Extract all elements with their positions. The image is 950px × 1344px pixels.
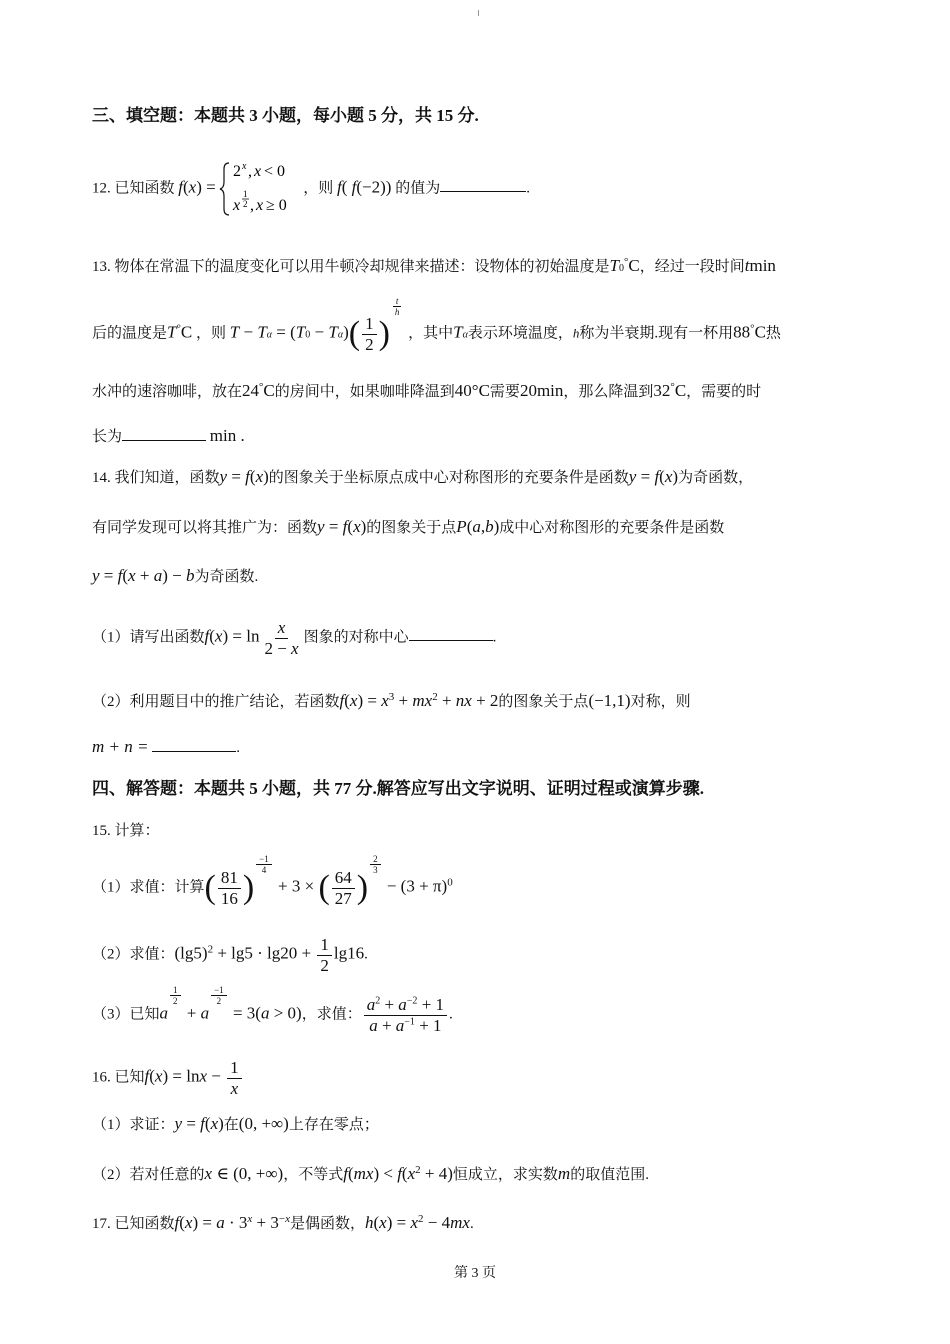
svg-text:x: x <box>254 163 262 180</box>
q16-p1a: （1）求证： <box>92 1117 175 1133</box>
question-14-line-3: y = f(x + a) − b为奇函数. <box>92 566 259 585</box>
q14-p1c: . <box>492 629 497 646</box>
svg-text:,: , <box>248 163 253 180</box>
q16-p2d: 的取值范围. <box>570 1167 649 1183</box>
q15-p3a: （3）已知 <box>92 1006 160 1023</box>
svg-text:,: , <box>250 197 255 214</box>
q17-mid: 是偶函数， <box>289 1216 365 1232</box>
q15-number: 15. <box>92 823 111 839</box>
q14-p2d: m + n = <box>92 737 149 756</box>
q14-line1b: 的图象关于坐标原点成中心对称图形的充要条件是函数 <box>268 470 629 486</box>
svg-text:x: x <box>256 197 264 214</box>
q13-line3b: 的房间中，如果咖啡降温到 <box>274 384 455 400</box>
q12-mid: ，则 <box>303 180 334 197</box>
q13-line2c: ，其中 <box>408 325 454 342</box>
q16-p2b: ，不等式 <box>283 1167 344 1183</box>
q14-line2c: 成中心对称图形的充要条件是函数 <box>499 520 725 536</box>
q14-p2b: 的图象关于点 <box>498 694 589 710</box>
question-15-part-2: （2）求值：$(\lg 5)^2 + \lg 5 \cdot \lg 20$ + $\frac{1}{2}$ lg16. <box>92 935 368 975</box>
q13-line4a: 长为 <box>92 429 123 445</box>
q16-p2c: 恒成立，求实数 <box>452 1167 558 1183</box>
q16-prefix: 已知 <box>114 1069 145 1086</box>
question-13-line-3: 水冲的速溶咖啡，放在24°C的房间中，如果咖啡降温到40°C需要20min，那么降温到32°C，需要的时 <box>92 381 762 400</box>
question-16: 16. 已知f(x) = lnx − $\frac{1}{x}$ <box>92 1058 870 1098</box>
q14-p2c: 对称，则 <box>630 694 691 710</box>
q13-answer-blank[interactable] <box>122 426 206 441</box>
q15-p1: （1）求值：计算 <box>92 879 205 896</box>
page-number: 第 3 页 <box>454 1266 496 1281</box>
q13-line3c: 需要 <box>489 384 520 400</box>
q14-line1c: 为奇函数， <box>678 470 754 486</box>
question-13-line-1: 13. 物体在常温下的温度变化可以用牛顿冷却规律来描述：设物体的初始温度是T0°C，经过一段时间tmin <box>92 256 776 275</box>
question-16-part-1: （1）求证：y = f(x)在(0, +∞)上存在零点； <box>92 1114 379 1133</box>
q15-p2-end: . <box>364 946 368 963</box>
question-12: 12. 已知函数 f(x) = 2 x , x < 0 x 1 2 , x ≥ 0 ，则 f( f(−2)) 的值为 . <box>92 160 870 218</box>
question-14-part-2-answer <box>92 737 870 756</box>
svg-text:≥ 0: ≥ 0 <box>266 197 288 214</box>
question-14-part-1: （1）请写出函数f(x) = ln $\frac{x}{2 - x}$ 图象的对称中心 . <box>92 618 497 658</box>
question-16-part-2: （2）若对任意的x ∈ (0, +∞)，不等式$f(mx) < f(x^2 + 4)$恒成立，求实数m的取值范围. <box>92 1164 649 1183</box>
question-13-line-2: 后的温度是T°C ，则 T − Tα = (T0 − Tα)( $\frac{1}{2}$ ) $\frac{t}{h}$ ，其中Tα表示环境温度，h称为半衰期.现有一杯用88°C热 <box>92 296 781 354</box>
q14-line3: 为奇函数. <box>194 569 259 585</box>
svg-text:1: 1 <box>243 189 248 199</box>
q13-line3e: ，需要的时 <box>686 384 762 400</box>
q17-prefix: 已知函数 <box>114 1216 175 1232</box>
q14-p2-answer-blank[interactable] <box>152 737 236 752</box>
q16-p1b: 在 <box>223 1117 239 1133</box>
q12-answer-blank[interactable] <box>440 177 526 192</box>
q15-p3b: ，求值： <box>301 1006 362 1023</box>
svg-text:x: x <box>233 197 241 214</box>
q13-exponent: $\frac{t}{h}$ <box>390 296 405 318</box>
q13-number: 13. <box>92 259 111 275</box>
q15-p2: （2）求值： <box>92 946 175 963</box>
q14-p2e: . <box>236 740 240 756</box>
q12-end: . <box>526 180 530 197</box>
q12-number: 12. <box>92 180 111 197</box>
q13-line2a: 后的温度是 <box>92 325 168 342</box>
section-3-title: 三、填空题：本题共 3 小题，每小题 5 分，共 15 分. <box>92 106 479 125</box>
q14-p1-answer-blank[interactable] <box>409 626 493 641</box>
q13-line4b: min . <box>209 426 245 445</box>
question-14-line-2: 有同学发现可以将其推广为：函数y = f(x)的图象关于点P(a,b)成中心对称图形的充要条件是函数 <box>92 517 725 536</box>
q13-line3d: ，那么降温到 <box>563 384 654 400</box>
q14-number: 14. <box>92 470 111 486</box>
q14-line2b: 的图象关于点 <box>366 520 457 536</box>
section-4-title: 四、解答题：本题共 5 小题，共 77 分.解答应写出文字说明、证明过程或演算步骤. <box>92 779 704 798</box>
question-14-line-1: 14. 我们知道，函数y = f(x)的图象关于坐标原点成中心对称图形的充要条件是函数y = f(x)为奇函数， <box>92 467 754 486</box>
q17-end: . <box>469 1216 474 1232</box>
q12-piecewise <box>219 160 299 218</box>
q14-line1a: 我们知道，函数 <box>114 470 220 486</box>
q14-p1b: 图象的对称中心 <box>303 629 409 646</box>
page-top-mark <box>478 10 479 16</box>
q12-fx: f <box>178 177 183 197</box>
svg-text:x: x <box>242 161 247 172</box>
q16-p1c: 上存在零点； <box>288 1117 379 1133</box>
q15-title: 计算： <box>114 823 160 839</box>
q13-line2f: 热 <box>765 325 781 342</box>
q17-number: 17. <box>92 1216 111 1232</box>
question-14-part-2: （2）利用题目中的推广结论，若函数$f(x) = x^3 + mx^2$ + nx + 2的图象关于点(−1,1)对称，则 <box>92 691 691 710</box>
q13-line1b: ，经过一段时间 <box>639 259 745 275</box>
q13-line2b: ，则 <box>195 325 226 342</box>
q14-p1a: （1）请写出函数 <box>92 629 205 646</box>
q16-p2a: （2）若对任意的 <box>92 1167 205 1183</box>
svg-text:< 0: < 0 <box>264 163 286 180</box>
svg-text:2: 2 <box>243 199 248 209</box>
q13-line3a: 水冲的速溶咖啡，放在 <box>92 384 243 400</box>
q16-number: 16. <box>92 1069 111 1086</box>
q12-prefix: 已知函数 <box>114 180 175 197</box>
q13-line1-text: 物体在常温下的温度变化可以用牛顿冷却规律来描述：设物体的初始温度是 <box>114 259 610 275</box>
q15-p3c: . <box>449 1006 453 1023</box>
svg-text:2: 2 <box>233 163 242 180</box>
question-15 <box>92 824 870 839</box>
q13-line2d: 表示环境温度， <box>467 325 573 342</box>
q13-line2e: 称为半衰期.现有一杯用 <box>579 325 734 342</box>
q14-p2a: （2）利用题目中的推广结论，若函数 <box>92 694 340 710</box>
question-15-part-3: （3）已知a $\frac{1}{2}$ + a $\frac{-1}{2}$ = 3(a > 0)，求值： $\frac{a^2 + a^{-2} + 1}{a + a^{-1} + 1}$ . <box>92 985 453 1035</box>
question-17: 17. 已知函数$f(x) = a \cdot 3^x + 3^{-x}$是偶函数，$h(x) = x^2 - 4mx$. <box>92 1213 474 1232</box>
q14-line2a: 有同学发现可以将其推广为：函数 <box>92 520 318 536</box>
question-15-part-1: （1）求值：计算( $\frac{81}{16}$ ) $\frac{-1}{4}$ + 3 × ( $\frac{64}{27}$ ) $\frac{2}{3}$ − $(3 + \pi)^0$ <box>92 854 453 908</box>
question-13-line-4 <box>92 426 870 445</box>
q12-suffix: 的值为 <box>395 180 441 197</box>
